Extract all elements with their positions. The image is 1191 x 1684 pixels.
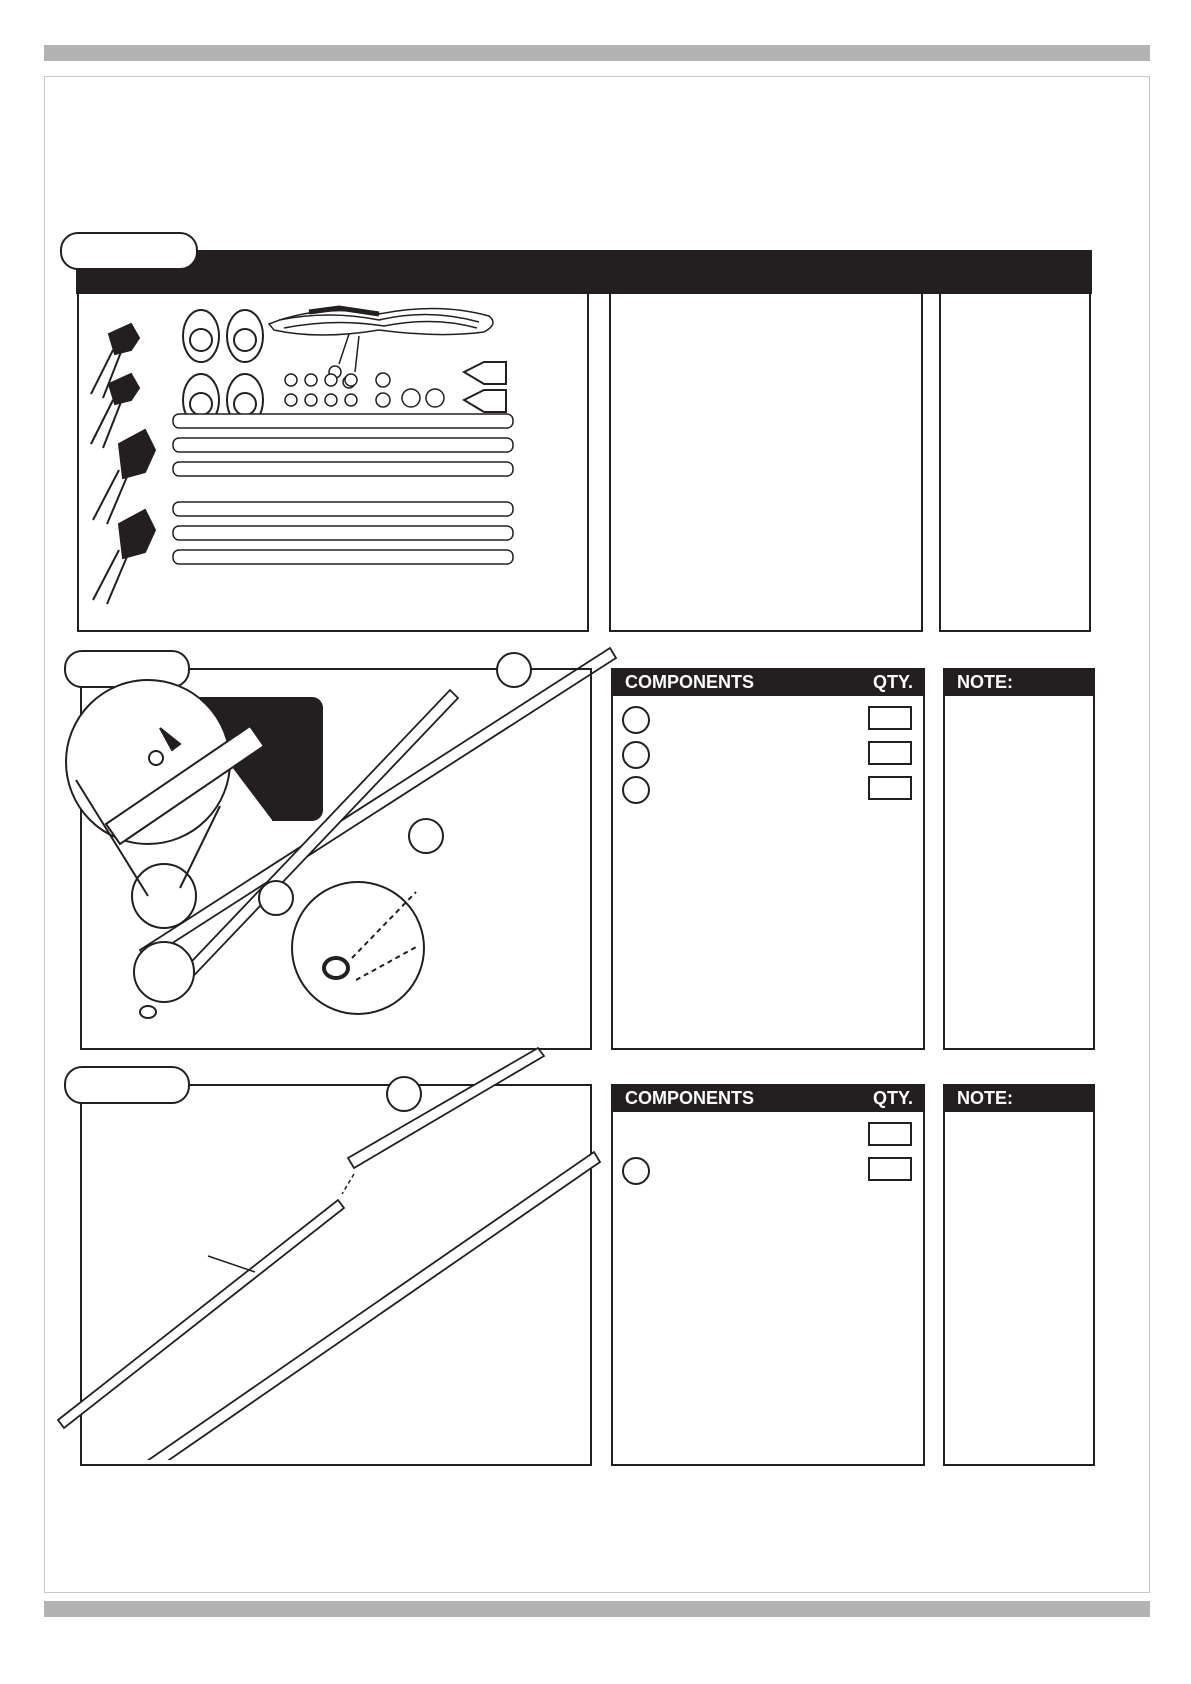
qty-box	[868, 776, 912, 800]
component-number-circle	[622, 776, 650, 804]
leader-line	[208, 1256, 255, 1272]
section-3-illustration	[50, 1040, 610, 1460]
section-1-header-bar	[76, 250, 1092, 294]
note-label: NOTE:	[957, 672, 1013, 692]
section-2-illustration	[40, 640, 640, 1080]
knob-icon	[285, 373, 444, 407]
parts-illustration-box	[77, 292, 589, 632]
pole-icon	[58, 1048, 600, 1460]
section-3-note-header	[943, 1084, 1095, 1112]
component-number-circle	[622, 706, 650, 734]
components-label: COMPONENTS	[625, 672, 755, 692]
qty-box	[868, 741, 912, 765]
component-number-circle	[622, 1157, 650, 1185]
ring-hook-icon	[183, 310, 263, 426]
qty-box	[868, 1157, 912, 1181]
top-bar	[44, 45, 1150, 61]
section-1-tab	[60, 232, 198, 270]
end-cap-icon	[464, 362, 506, 412]
qty-label: QTY.	[872, 1088, 913, 1108]
bottom-bar	[44, 1601, 1150, 1617]
parts-illustration	[79, 294, 587, 630]
note-label: NOTE:	[957, 1088, 1013, 1108]
qty-label: QTY.	[872, 672, 913, 692]
component-number-circle	[622, 741, 650, 769]
qty-box	[868, 706, 912, 730]
stake-icon	[93, 510, 155, 604]
section-2-note-box	[943, 668, 1095, 1050]
pole-icon	[173, 414, 513, 564]
section-1-components-box	[609, 292, 923, 632]
callout-circle	[387, 1077, 421, 1111]
components-label: COMPONENTS	[625, 1088, 755, 1108]
section-3-note-box	[943, 1084, 1095, 1466]
section-2-components-header	[611, 668, 925, 696]
section-3-components-header	[611, 1084, 925, 1112]
qty-box	[868, 1122, 912, 1146]
section-2-note-header	[943, 668, 1095, 696]
section-1-note-box	[939, 292, 1091, 632]
insert-arrow	[342, 1174, 354, 1194]
